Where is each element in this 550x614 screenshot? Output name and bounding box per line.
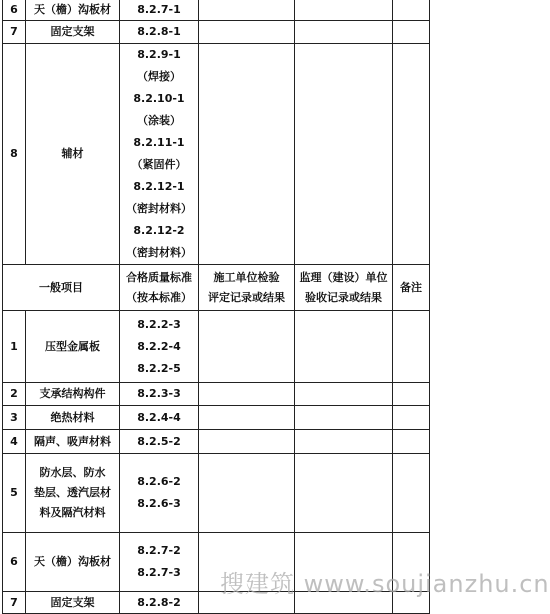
standard-note: （涂装） xyxy=(137,114,181,127)
supervisor-record-cell xyxy=(295,383,393,406)
remark-cell xyxy=(393,592,430,614)
row-number: 4 xyxy=(3,430,26,454)
inspection-table xyxy=(2,0,430,614)
remark-cell xyxy=(393,21,430,44)
general-items-heading: 一般项目 xyxy=(3,265,120,311)
table-row xyxy=(3,0,430,21)
supervisor-header-line: 验收记录或结果 xyxy=(305,290,382,304)
row-number: 7 xyxy=(3,21,26,44)
supervisor-record-cell xyxy=(295,0,393,21)
item-name: 绝热材料 xyxy=(26,406,120,430)
general-items-header-row xyxy=(3,265,430,311)
standard-clause-list xyxy=(120,454,199,533)
item-name: 天（檐）沟板材 xyxy=(26,0,120,21)
contractor-record-cell xyxy=(199,44,295,265)
supervisor-column-header xyxy=(295,265,393,311)
item-name: 支承结构构件 xyxy=(26,383,120,406)
contractor-record-cell xyxy=(199,533,295,592)
standard-column-header xyxy=(120,265,199,311)
item-name: 压型金属板 xyxy=(26,311,120,383)
site-watermark: 搜建筑 www.soujianzhu.cn xyxy=(220,570,550,598)
supervisor-record-cell xyxy=(295,430,393,454)
remark-cell xyxy=(393,0,430,21)
row-number: 3 xyxy=(3,406,26,430)
contractor-record-cell xyxy=(199,383,295,406)
item-name-line: 料及隔汽材料 xyxy=(39,506,106,519)
remark-cell xyxy=(393,44,430,265)
standard-clause: 8.2.3-3 xyxy=(120,383,199,406)
standard-clause: 8.2.11-1 xyxy=(133,136,185,149)
remark-cell xyxy=(393,406,430,430)
standard-note: （紧固件） xyxy=(131,158,187,171)
row-number: 6 xyxy=(3,533,26,592)
remark-cell xyxy=(393,533,430,592)
standard-clause: 8.2.9-1 xyxy=(137,48,181,61)
item-name: 天（檐）沟板材 xyxy=(26,533,120,592)
row-number: 7 xyxy=(3,592,26,614)
standard-clause: 8.2.4-4 xyxy=(120,406,199,430)
standard-clause: 8.2.5-2 xyxy=(120,430,199,454)
standard-clause: 8.2.6-3 xyxy=(137,497,181,510)
table-row xyxy=(3,311,430,383)
table-row xyxy=(3,592,430,614)
remark-cell xyxy=(393,454,430,533)
table-row xyxy=(3,454,430,533)
contractor-record-cell xyxy=(199,454,295,533)
contractor-record-cell xyxy=(199,406,295,430)
standard-clause: 8.2.12-2 xyxy=(133,224,185,237)
contractor-record-cell xyxy=(199,21,295,44)
remark-cell xyxy=(393,430,430,454)
standard-clause: 8.2.10-1 xyxy=(133,92,185,105)
item-name: 固定支架 xyxy=(26,21,120,44)
table-row xyxy=(3,533,430,592)
contractor-record-cell xyxy=(199,430,295,454)
contractor-record-cell xyxy=(199,311,295,383)
remark-column-header: 备注 xyxy=(393,265,430,311)
supervisor-record-cell xyxy=(295,406,393,430)
item-name: 隔声、吸声材料 xyxy=(26,430,120,454)
table-row xyxy=(3,21,430,44)
supervisor-record-cell xyxy=(295,454,393,533)
row-number: 1 xyxy=(3,311,26,383)
supervisor-record-cell xyxy=(295,592,393,614)
remark-cell xyxy=(393,383,430,406)
standard-clause: 8.2.8-2 xyxy=(120,592,199,614)
contractor-header-line: 评定记录或结果 xyxy=(208,290,285,304)
remark-cell xyxy=(393,311,430,383)
standard-clause: 8.2.2-3 xyxy=(137,317,181,331)
standard-clause: 8.2.7-3 xyxy=(137,566,181,579)
item-name: 固定支架 xyxy=(26,592,120,614)
standard-clause: 8.2.2-4 xyxy=(137,339,181,353)
standard-clause-list xyxy=(120,44,199,265)
item-name-line: 防水层、防水 xyxy=(39,466,106,479)
standard-note: （密封材料） xyxy=(126,246,192,259)
standard-clause: 8.2.8-1 xyxy=(120,21,199,44)
supervisor-record-cell xyxy=(295,21,393,44)
standard-note: （焊接） xyxy=(137,70,181,83)
standard-clause: 8.2.12-1 xyxy=(133,180,185,193)
item-name-multiline xyxy=(26,454,120,533)
standard-clause: 8.2.6-2 xyxy=(137,475,181,488)
supervisor-record-cell xyxy=(295,533,393,592)
supervisor-record-cell xyxy=(295,44,393,265)
standard-clause-list xyxy=(120,311,199,383)
supervisor-header-line: 监理（建设）单位 xyxy=(299,270,388,284)
contractor-record-cell xyxy=(199,0,295,21)
standard-note: （密封材料） xyxy=(126,202,192,215)
standard-clause: 8.2.7-2 xyxy=(137,544,181,557)
standard-clause-list xyxy=(120,533,199,592)
table-row xyxy=(3,406,430,430)
row-number: 5 xyxy=(3,454,26,533)
contractor-column-header xyxy=(199,265,295,311)
item-name: 辅材 xyxy=(26,44,120,265)
standard-header-line: （按本标准） xyxy=(126,290,192,304)
item-name-line: 垫层、透汽层材 xyxy=(34,486,111,499)
contractor-header-line: 施工单位检验 xyxy=(213,270,280,284)
table-row xyxy=(3,383,430,406)
table-row xyxy=(3,430,430,454)
contractor-record-cell xyxy=(199,592,295,614)
row-number: 6 xyxy=(3,0,26,21)
table-row xyxy=(3,44,430,265)
standard-clause: 8.2.2-5 xyxy=(137,361,181,375)
supervisor-record-cell xyxy=(295,311,393,383)
row-number: 8 xyxy=(3,44,26,265)
standard-clause: 8.2.7-1 xyxy=(120,0,199,21)
standard-header-line: 合格质量标准 xyxy=(126,270,192,284)
row-number: 2 xyxy=(3,383,26,406)
